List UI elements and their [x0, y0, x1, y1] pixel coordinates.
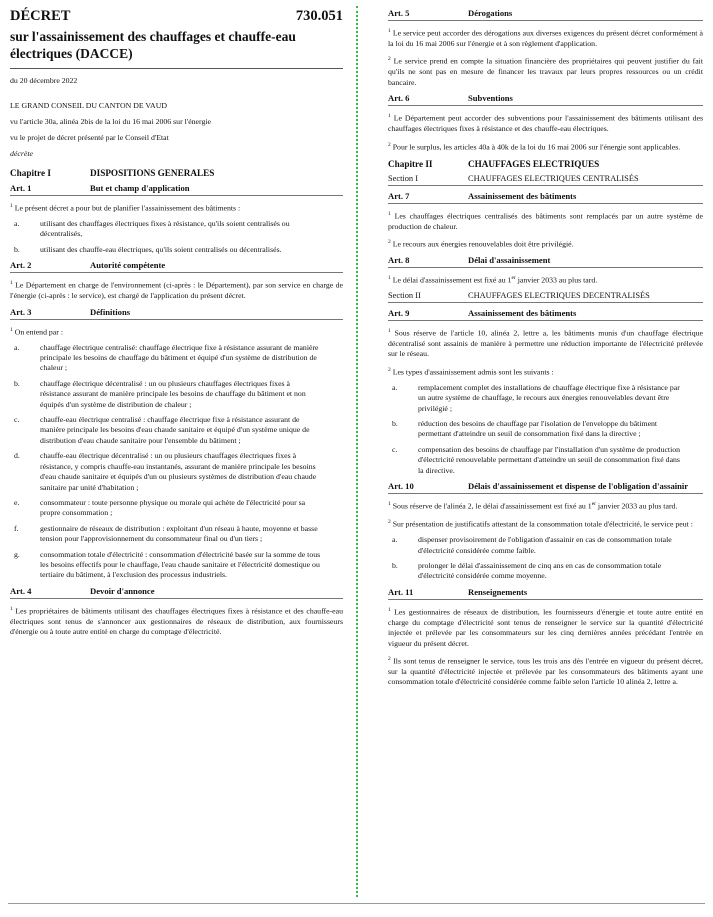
paragraph [388, 365, 703, 378]
text-span: utilisant des chauffages électriques fixes à résistance, qu'ils soient centralisés ou décentralisés, [40, 219, 290, 239]
text-span: 1 [10, 605, 13, 612]
text-span: chauffage électrique décentralisé : un ou plusieurs chauffages électriques fixes à résistance assurant de manière principale les besoins de chauffage du bâtiment et non équipés d'un système de distribution de chaleur ; [40, 378, 306, 409]
paragraph [388, 605, 703, 649]
text-span: remplacement complet des installations de chauffage électrique fixe à résistance par un autre système de chauffage, le recours aux énergies renouvelables devant être privilégié ; [418, 382, 680, 413]
decree-subtitle: sur l'assainissement des chauffages et chauffe-eau électriques (DACCE) [10, 29, 296, 61]
paragraph [388, 517, 703, 530]
paragraph [388, 499, 703, 512]
text-span: 1 [388, 28, 391, 34]
text-span: 1 [388, 606, 391, 613]
text-span: chauffage électrique centralisé: chauffage électrique fixe à résistance assurant de manière principale les besoins de chauffage du bâtiment et équipé d'un système de distribution de chaleur ; [40, 342, 319, 373]
vu-line-2: vu le projet de décret présenté par le Conseil d'Etat [10, 133, 169, 142]
text-span: a. [392, 535, 398, 545]
text-span: chauffe-eau électrique décentralisé : un ou plusieurs chauffages électriques fixes à résistance, y compris chauffe-eau instantanés, assurant de manière principale les besoins d'eau chaude sanitaire et équipés d'un ou plusieurs systèmes de distribution d'eau chaude sanitaire par unité d'habitation ; [40, 451, 317, 492]
list-item [10, 219, 343, 240]
text-span: réduction des besoins de chauffage par l'isolation de l'enveloppe du bâtiment permettant d'atteindre un seuil de consommation fixé dans la directive ; [418, 419, 658, 439]
text-span: a. [392, 382, 398, 392]
text-span: Délai d'assainissement [468, 255, 551, 266]
text-span: consommateur : toute personne physique ou morale qui achète de l'électricité pour sa propre consommation ; [40, 497, 306, 518]
article-heading [10, 183, 343, 196]
text-span: Renseignements [468, 586, 528, 597]
text-span: chauffe-eau électrique centralisé : chauffage électrique fixe à résistance assurant de manière principale les besoins d'eau chaude sanitaire et équipé d'un système unique de distribution d'eau chaude sanitaire pour l'ensemble du bâtiment ; [40, 415, 310, 445]
text-span: 1 [388, 210, 391, 217]
text-span: Le Département peut accorder des subventions pour l'assainissement des bâtiments utilisant des chauffages électriques fixes à résistance et des chauffe-eau électriques. [388, 113, 703, 134]
text-span: e. [14, 497, 20, 507]
paragraph [388, 326, 703, 360]
text-span: b. [14, 378, 20, 388]
article-key: Art. 1 [10, 183, 32, 193]
alinea-number: 1 [10, 203, 13, 209]
text-span: Sous réserve de l'alinéa 2, le délai d'assainissement est fixé au 1 [392, 501, 592, 511]
text-span: 2 [388, 655, 391, 662]
decree-title [10, 7, 343, 25]
text-span: Le recours aux énergies renouvelables doit être privilégié. [392, 239, 574, 249]
text-span: gestionnaire de réseaux de distribution : exploitant d'un réseau à haute, moyenne et basse tension pour l'approvisionnement du consommateur final ou d'un tiers ; [40, 523, 318, 544]
text-span: 1 [388, 113, 391, 120]
text-span: Le présent décret a pour but de planifier l'assainissement des bâtiments : [14, 203, 241, 213]
text-span: Assainissement des bâtiments [468, 308, 577, 319]
paragraph [388, 654, 703, 688]
text-span: Art. 3 [10, 306, 32, 317]
list-item [10, 550, 343, 581]
text-span: 2 [388, 239, 391, 246]
paragraph [10, 201, 343, 214]
text-span: 2 [388, 141, 391, 148]
text-span: Art. 5 [388, 8, 410, 18]
text-span: 2 [388, 56, 391, 63]
text-span: consommation totale d'électricité : consommation d'électricité basée sur la somme de tous les besoins effectifs pour le chauffage, l'eau chaude sanitaire et l'électricité domestique ou tertiaire du bâtiment, à l'exclusion des processus industriels. [40, 549, 321, 580]
text-span: Art. 2 [10, 260, 32, 271]
text-span: CHAUFFAGES ELECTRIQUES [468, 158, 600, 169]
text-span: er [591, 501, 596, 508]
text-span: janvier 2033 au plus tard. [595, 501, 678, 511]
text-span: Le Département en charge de l'environnement (ci-après : le Département), par son service en charge de l'énergie (ci-après : le service), est chargé de l'application du présent décret. [10, 280, 343, 301]
text-span: Le service prend en compte la situation financière des propriétaires qui peuvent justifier du fait qu'ils ne sont pas en mesure de financer les travaux par leurs propres ressources ou un crédit bancaire. [388, 57, 704, 87]
text-span: Les propriétaires de bâtiments utilisant des chauffages électriques fixes à résistance et des chauffe-eau électriques sont tenus de s'annoncer aux gestionnaires de réseaux de distribution, aux fournisseurs d'énergie ou à toute autre entité en charge du comptage d'électricité. [10, 606, 344, 637]
text-span: g. [14, 549, 20, 559]
text-span: f. [14, 523, 19, 533]
chapter-heading [388, 159, 703, 169]
text-span: a. [14, 219, 20, 228]
article-heading [10, 260, 343, 273]
text-span: 2 [388, 519, 391, 526]
paragraph [10, 278, 343, 301]
paragraph [388, 209, 703, 232]
text-span: Art. 10 [388, 481, 414, 492]
text-span: dispenser provisoirement de l'obligation d'assainir en cas de consommation totale d'électricité considérée comme faible. [418, 535, 672, 555]
column-divider [356, 6, 358, 897]
paragraph [388, 26, 703, 49]
text-span: prolonger le délai d'assainissement de cinq ans en cas de consommation totale d'électricité considérée comme moyenne. [418, 560, 662, 581]
text-span: Les types d'assainissement admis sont les suivants : [392, 367, 554, 377]
text-span: Assainissement des bâtiments [468, 190, 577, 201]
paragraph [10, 325, 343, 338]
decree-date: du 20 décembre 2022 [10, 76, 78, 85]
text-span: 1 [388, 501, 391, 508]
text-span: Les chauffages électriques centralisés des bâtiments sont remplacés par un autre système de production de chaleur. [388, 211, 703, 231]
text-span: Le délai d'assainissement est fixé au 1 [392, 275, 512, 285]
text-span: Art. 8 [388, 255, 410, 266]
text-span: 1 [388, 328, 391, 335]
list-item [10, 343, 343, 374]
title-rule [10, 68, 343, 69]
list-item [388, 445, 703, 476]
page-bottom-rule [8, 903, 705, 904]
list-item [388, 561, 703, 582]
list-item [10, 524, 343, 545]
decree-number: 730.051 [295, 8, 343, 24]
text-span: Dérogations [468, 8, 513, 18]
text-span: CHAUFFAGES ELECTRIQUES CENTRALISÉS [468, 173, 639, 183]
chapter-heading [10, 168, 343, 178]
text-span: a. [14, 342, 20, 352]
text-span: Sur présentation de justificatifs attestant de la consommation totale d'électricité, le service peut : [392, 519, 693, 529]
text-span: Pour le surplus, les articles 40a à 40k de la loi du 16 mai 2006 sur l'énergie sont applicables. [392, 142, 681, 152]
list-item [388, 535, 703, 556]
paragraph [388, 237, 703, 250]
council-name: LE GRAND CONSEIL DU CANTON DE VAUD [10, 101, 167, 110]
text-span: Art. 7 [388, 190, 410, 201]
text-span: Art. 9 [388, 308, 410, 319]
text-span: b. [392, 560, 398, 570]
text-span: 2 [388, 366, 391, 373]
text-span: Art. 11 [388, 586, 414, 597]
paragraph [388, 273, 703, 286]
paragraph [388, 140, 703, 153]
article-heading [10, 307, 343, 320]
paragraph [388, 111, 703, 134]
text-span: Ils sont tenus de renseigner le service, tous les trois ans dès l'entrée en vigueur du présent décret, sur la quantité d'électricité injectée et prélevée par les consommateurs des bâtiments ayant une consommation totale d'électricité considérée comme faible selon l'article 10 alinéa 2, lettre a. [388, 656, 703, 687]
text-span: b. [392, 419, 398, 429]
section-heading [388, 291, 703, 303]
text-span: CHAUFFAGES ELECTRIQUES DECENTRALISÉS [468, 291, 650, 301]
text-span: Chapitre II [388, 158, 433, 169]
text-span: On entend par : [14, 327, 63, 337]
text-span: er [511, 275, 516, 282]
list-item [10, 379, 343, 410]
right-column [388, 0, 703, 899]
article-heading [388, 255, 703, 268]
text-span: Délais d'assainissement et dispense de l'obligation d'assainir [468, 481, 689, 492]
list-item [10, 415, 343, 446]
article-heading [388, 93, 703, 106]
left-column [10, 0, 343, 899]
text-span: Section II [388, 291, 421, 301]
text-span: 1 [388, 275, 391, 282]
text-span: Art. 6 [388, 93, 410, 104]
chapter-key: Chapitre I [10, 168, 51, 178]
text-span: Section I [388, 173, 419, 183]
text-span: compensation des besoins de chauffage par l'installation d'un système de production d'électricité renouvelable permettant d'atteindre un seuil de consommation fixé dans la directive. [418, 444, 681, 475]
list-item [10, 451, 343, 493]
article-heading [388, 587, 703, 600]
list-item [10, 498, 343, 519]
article-title: But et champ d'application [90, 183, 190, 193]
text-span: c. [14, 415, 20, 425]
text-span: Les gestionnaires de réseaux de distribution, les fournisseurs d'énergie et toute autre entité en charge du comptage d'électricité sont tenus de renseigner le service sur la quantité d'électricité injectée et prélevée par les consommateurs sur les cinq dernières années précédant l'entrée en vigueur du présent décret. [388, 607, 704, 648]
text-span: Le service peut accorder des dérogations aux diverses exigences du présent décret conformément à la loi du 16 mai 2006 sur l'énergie et à son règlement d'application. [388, 28, 703, 48]
text-span: utilisant des chauffe-eau électriques, qu'ils soient centralisés ou décentralisés. [40, 244, 282, 254]
article-heading [388, 481, 703, 494]
paragraph [10, 604, 343, 638]
text-span: 1 [10, 326, 13, 333]
text-span: 1 [10, 280, 13, 287]
vu-line-1: vu l'article 30a, alinéa 2bis de la loi du 16 mai 2006 sur l'énergie [10, 117, 211, 126]
text-span: b. [14, 244, 20, 254]
text-span: janvier 2033 au plus tard. [515, 275, 598, 285]
text-span: Devoir d'annonce [90, 585, 155, 596]
decree-title-word: DÉCRET [10, 8, 71, 24]
text-span: d. [14, 451, 20, 461]
text-span: Sous réserve de l'article 10, alinéa 2, lettre a, les bâtiments munis d'un chauffage électrique décentralisé sont assainis de manière à permettre une réduction importante de l'électricité prélevée sur le réseau. [388, 328, 704, 359]
article-heading [388, 308, 703, 321]
list-item [10, 245, 343, 255]
article-heading [388, 8, 703, 21]
paragraph [388, 54, 703, 88]
list-item [388, 419, 703, 440]
section-heading [388, 174, 703, 186]
decrete-line: décrète [10, 149, 33, 158]
text-span: c. [392, 444, 398, 454]
text-span: Art. 4 [10, 585, 32, 596]
text-span: Autorité compétente [90, 260, 166, 271]
article-heading [388, 191, 703, 204]
article-heading [10, 586, 343, 599]
list-item [388, 383, 703, 414]
text-span: Subventions [468, 93, 513, 104]
chapter-title: DISPOSITIONS GENERALES [90, 168, 215, 178]
text-span: Définitions [90, 306, 131, 317]
